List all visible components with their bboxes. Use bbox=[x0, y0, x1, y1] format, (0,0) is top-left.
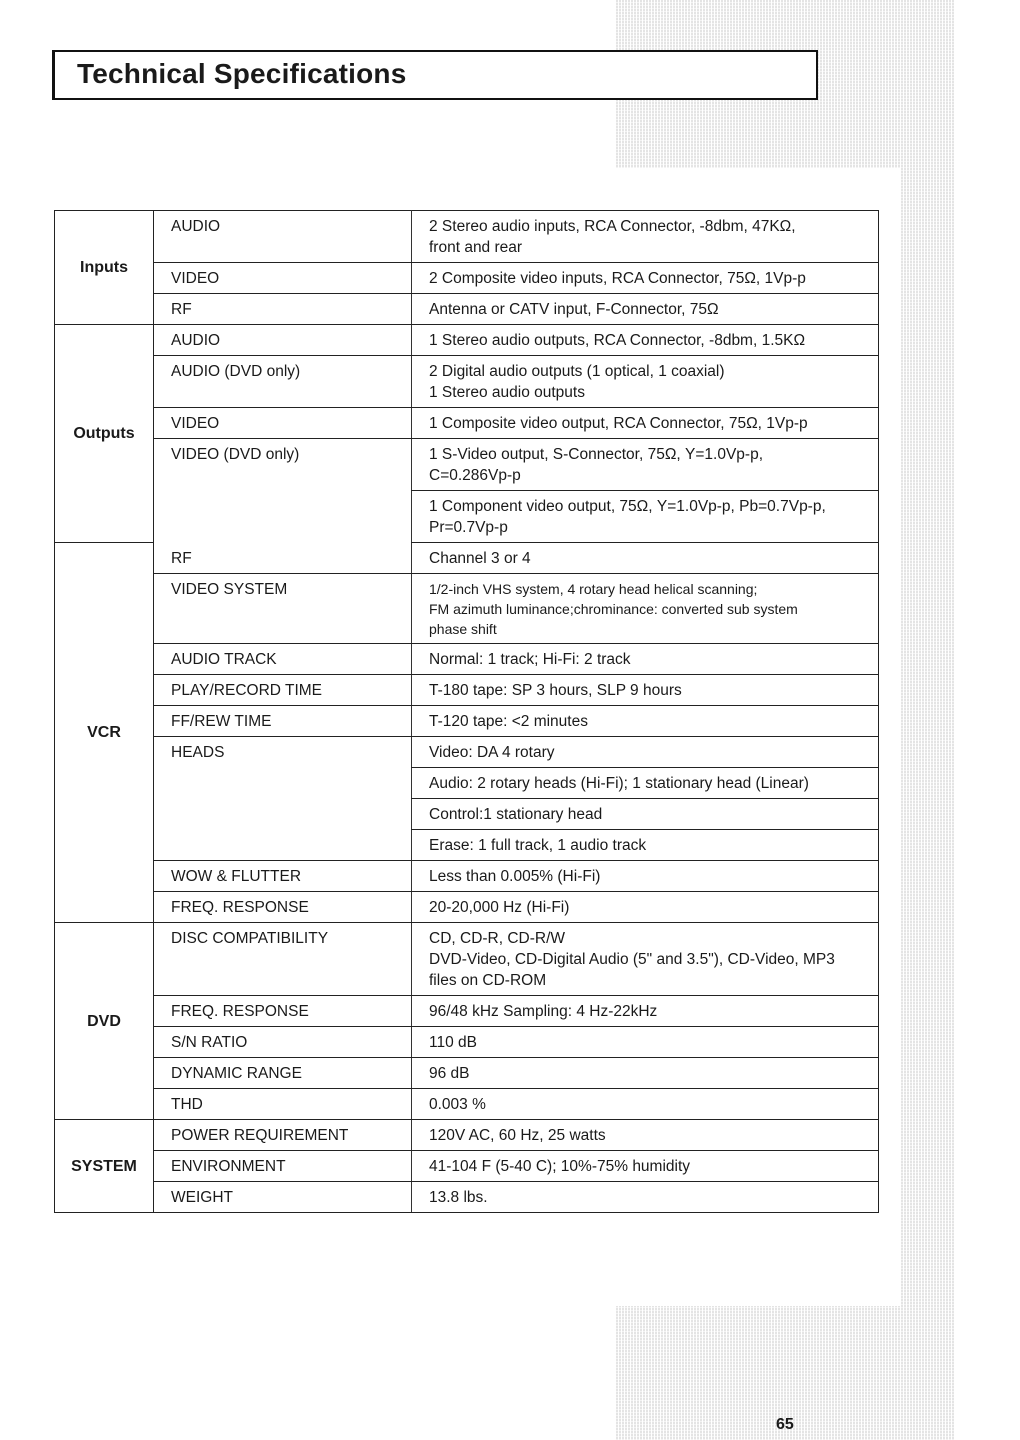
spec-value bbox=[412, 830, 879, 861]
spec-row bbox=[55, 543, 879, 574]
spec-value-line: DVD-Video, CD-Digital Audio (5" and 3.5"), CD-Video, MP3 bbox=[429, 951, 835, 968]
spec-row bbox=[55, 408, 879, 439]
spec-value-line: Channel 3 or 4 bbox=[429, 550, 531, 567]
spec-row bbox=[55, 356, 879, 408]
spec-value-line: 96/48 kHz Sampling: 4 Hz-22kHz bbox=[429, 1003, 658, 1020]
spec-name: POWER REQUIREMENT bbox=[154, 1120, 412, 1151]
spec-value bbox=[412, 439, 879, 491]
spec-value-line: Control:1 stationary head bbox=[429, 806, 603, 823]
spec-row bbox=[55, 737, 879, 768]
spec-name: HEADS bbox=[154, 737, 412, 861]
spec-value bbox=[412, 263, 879, 294]
spec-value bbox=[412, 1120, 879, 1151]
category-vcr: VCR bbox=[55, 543, 154, 923]
spec-table bbox=[54, 210, 879, 1213]
spec-value-line: Pr=0.7Vp-p bbox=[429, 519, 508, 536]
spec-name: AUDIO TRACK bbox=[154, 644, 412, 675]
category-inputs: Inputs bbox=[55, 211, 154, 325]
spec-row bbox=[55, 923, 879, 996]
spec-name: PLAY/RECORD TIME bbox=[154, 675, 412, 706]
spec-value bbox=[412, 543, 879, 574]
spec-row bbox=[55, 892, 879, 923]
spec-row bbox=[55, 644, 879, 675]
spec-row bbox=[55, 574, 879, 644]
spec-value bbox=[412, 861, 879, 892]
category-system: SYSTEM bbox=[55, 1120, 154, 1213]
spec-row bbox=[55, 211, 879, 263]
spec-value-line: files on CD-ROM bbox=[429, 972, 547, 989]
spec-value bbox=[412, 1089, 879, 1120]
spec-value bbox=[412, 706, 879, 737]
spec-row bbox=[55, 996, 879, 1027]
spec-name: WEIGHT bbox=[154, 1182, 412, 1213]
title-box bbox=[52, 50, 818, 100]
spec-value-line: 110 dB bbox=[429, 1034, 477, 1051]
spec-name: AUDIO (DVD only) bbox=[154, 356, 412, 408]
spec-row bbox=[55, 263, 879, 294]
spec-value-line: Normal: 1 track; Hi-Fi: 2 track bbox=[429, 651, 631, 668]
decorative-stripes-side bbox=[900, 160, 955, 1440]
spec-value-line: 1 Component video output, 75Ω, Y=1.0Vp-p, Pb=0.7Vp-p, bbox=[429, 498, 826, 515]
spec-name: DISC COMPATIBILITY bbox=[154, 923, 412, 996]
spec-value bbox=[412, 294, 879, 325]
spec-value-line: 13.8 lbs. bbox=[429, 1189, 488, 1206]
spec-value-line: 41-104 F (5-40 C); 10%-75% humidity bbox=[429, 1158, 691, 1175]
spec-value-line: phase shift bbox=[429, 621, 497, 637]
category-dvd: DVD bbox=[55, 923, 154, 1120]
spec-value bbox=[412, 996, 879, 1027]
spec-value bbox=[412, 211, 879, 263]
spec-name: VIDEO bbox=[154, 408, 412, 439]
spec-value-line: T-120 tape: <2 minutes bbox=[429, 713, 588, 730]
spec-value bbox=[412, 737, 879, 768]
spec-row bbox=[55, 1182, 879, 1213]
spec-value bbox=[412, 892, 879, 923]
spec-name: RF bbox=[154, 294, 412, 325]
spec-value-line: 2 Stereo audio inputs, RCA Connector, -8dbm, 47KΩ, bbox=[429, 218, 796, 235]
spec-value-line: 1/2-inch VHS system, 4 rotary head helical scanning; bbox=[429, 581, 758, 597]
spec-name: ENVIRONMENT bbox=[154, 1151, 412, 1182]
spec-value bbox=[412, 408, 879, 439]
spec-value-line: C=0.286Vp-p bbox=[429, 467, 521, 484]
spec-name: VIDEO bbox=[154, 263, 412, 294]
spec-value-line: CD, CD-R, CD-R/W bbox=[429, 930, 566, 947]
spec-row bbox=[55, 1027, 879, 1058]
spec-value bbox=[412, 356, 879, 408]
category-outputs: Outputs bbox=[55, 325, 154, 543]
spec-name: THD bbox=[154, 1089, 412, 1120]
spec-name: FREQ. RESPONSE bbox=[154, 996, 412, 1027]
spec-value bbox=[412, 1151, 879, 1182]
spec-value-line: Video: DA 4 rotary bbox=[429, 744, 555, 761]
spec-value bbox=[412, 799, 879, 830]
spec-row bbox=[55, 325, 879, 356]
spec-value bbox=[412, 644, 879, 675]
spec-value-line: Antenna or CATV input, F-Connector, 75Ω bbox=[429, 301, 719, 318]
spec-row bbox=[55, 861, 879, 892]
spec-value bbox=[412, 491, 879, 543]
spec-value-line: Audio: 2 rotary heads (Hi-Fi); 1 stationary head (Linear) bbox=[429, 775, 809, 792]
spec-row bbox=[55, 1058, 879, 1089]
spec-value bbox=[412, 1027, 879, 1058]
spec-value bbox=[412, 923, 879, 996]
spec-row bbox=[55, 1089, 879, 1120]
spec-value bbox=[412, 675, 879, 706]
spec-name: DYNAMIC RANGE bbox=[154, 1058, 412, 1089]
spec-value-line: 1 Stereo audio outputs, RCA Connector, -8dbm, 1.5KΩ bbox=[429, 332, 806, 349]
spec-value-line: Erase: 1 full track, 1 audio track bbox=[429, 837, 647, 854]
spec-name: RF bbox=[154, 543, 412, 574]
spec-value-line: 2 Composite video inputs, RCA Connector, 75Ω, 1Vp-p bbox=[429, 270, 806, 287]
spec-value bbox=[412, 768, 879, 799]
spec-value-line: 1 S-Video output, S-Connector, 75Ω, Y=1.0Vp-p, bbox=[429, 446, 763, 463]
page-number: 65 bbox=[776, 1416, 794, 1433]
spec-value-line: FM azimuth luminance;chrominance: converted sub system bbox=[429, 601, 798, 617]
spec-value-line: 96 dB bbox=[429, 1065, 470, 1082]
spec-value-line: 1 Composite video output, RCA Connector, 75Ω, 1Vp-p bbox=[429, 415, 808, 432]
spec-name: FF/REW TIME bbox=[154, 706, 412, 737]
spec-row bbox=[55, 675, 879, 706]
spec-name: VIDEO (DVD only) bbox=[171, 446, 300, 463]
spec-name: S/N RATIO bbox=[154, 1027, 412, 1058]
spec-name: WOW & FLUTTER bbox=[154, 861, 412, 892]
spec-value bbox=[412, 325, 879, 356]
spec-row bbox=[55, 1120, 879, 1151]
spec-value-line: 20-20,000 Hz (Hi-Fi) bbox=[429, 899, 570, 916]
spec-row bbox=[55, 706, 879, 737]
spec-value bbox=[412, 1058, 879, 1089]
spec-value-line: Less than 0.005% (Hi-Fi) bbox=[429, 868, 601, 885]
spec-value-line: 1 Stereo audio outputs bbox=[429, 384, 585, 401]
spec-name: FREQ. RESPONSE bbox=[154, 892, 412, 923]
spec-value-line: 120V AC, 60 Hz, 25 watts bbox=[429, 1127, 606, 1144]
spec-value bbox=[412, 1182, 879, 1213]
spec-name: VIDEO SYSTEM bbox=[154, 574, 412, 644]
spec-row bbox=[55, 439, 879, 491]
spec-row bbox=[55, 294, 879, 325]
spec-value-line: 2 Digital audio outputs (1 optical, 1 coaxial) bbox=[429, 363, 725, 380]
spec-value-line: front and rear bbox=[429, 239, 523, 256]
spec-name: AUDIO bbox=[154, 325, 412, 356]
spec-row bbox=[55, 1151, 879, 1182]
spec-value-line: T-180 tape: SP 3 hours, SLP 9 hours bbox=[429, 682, 682, 699]
spec-name: AUDIO bbox=[154, 211, 412, 263]
page-title: Technical Specifications bbox=[77, 58, 407, 89]
spec-value bbox=[412, 574, 879, 644]
spec-value-line: 0.003 % bbox=[429, 1096, 486, 1113]
